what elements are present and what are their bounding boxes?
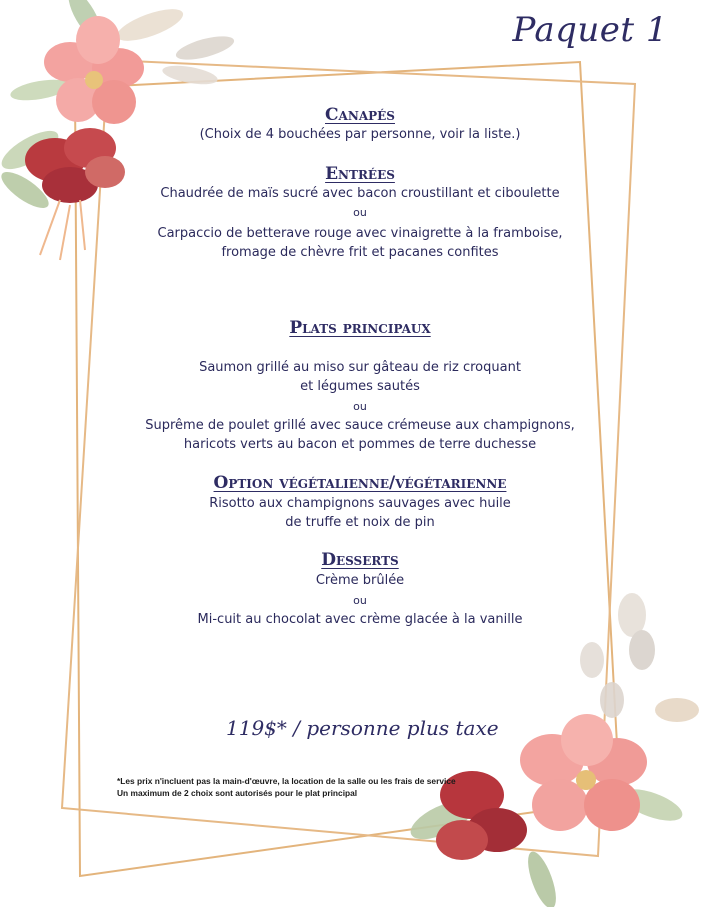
menu-line: fromage de chèvre frit et pacanes confites — [221, 245, 499, 260]
menu-line: Crème brûlée — [315, 573, 405, 588]
menu-line: de truffe et noix de pin — [285, 515, 435, 530]
menu-line: ou — [353, 206, 367, 219]
menu-line: Mi-cuit au chocolat avec crème glacée à la vanille — [197, 612, 523, 627]
section-heading-option: Option végétalienne/végétarienne — [213, 473, 507, 493]
menu-line: Risotto aux champignons sauvages avec huile — [209, 496, 511, 511]
menu-line: Saumon grillé au miso sur gâteau de riz croquant — [199, 360, 521, 375]
price-per-person: 119$* / personne plus taxe — [226, 716, 499, 740]
menu-line: haricots verts au bacon et pommes de terre duchesse — [183, 437, 537, 452]
menu-line: Suprême de poulet grillé avec sauce crémeuse aux champignons, — [145, 418, 575, 433]
package-title: Paquet 1 — [512, 10, 668, 50]
menu-line: ou — [353, 400, 367, 413]
section-heading-desserts: Desserts — [321, 550, 399, 570]
footnote-line: Un maximum de 2 choix sont autorisés pour le plat principal — [117, 788, 358, 798]
menu-line: Carpaccio de betterave rouge avec vinaigrette à la framboise, — [157, 226, 563, 241]
section-heading-entrees: Entrées — [325, 164, 395, 184]
menu-line: ou — [353, 594, 367, 607]
menu-line: et légumes sautés — [300, 379, 420, 394]
menu-line: (Choix de 4 bouchées par personne, voir la liste.) — [199, 127, 521, 142]
menu-body — [100, 0, 620, 907]
section-heading-canapes: Canapés — [325, 105, 395, 125]
section-heading-plats: Plats principaux — [289, 318, 431, 338]
footnote-line: *Les prix n'incluent pas la main-d'œuvre, la location de la salle ou les frais de service — [117, 776, 456, 786]
menu-line: Chaudrée de maïs sucré avec bacon croustillant et ciboulette — [160, 186, 560, 201]
